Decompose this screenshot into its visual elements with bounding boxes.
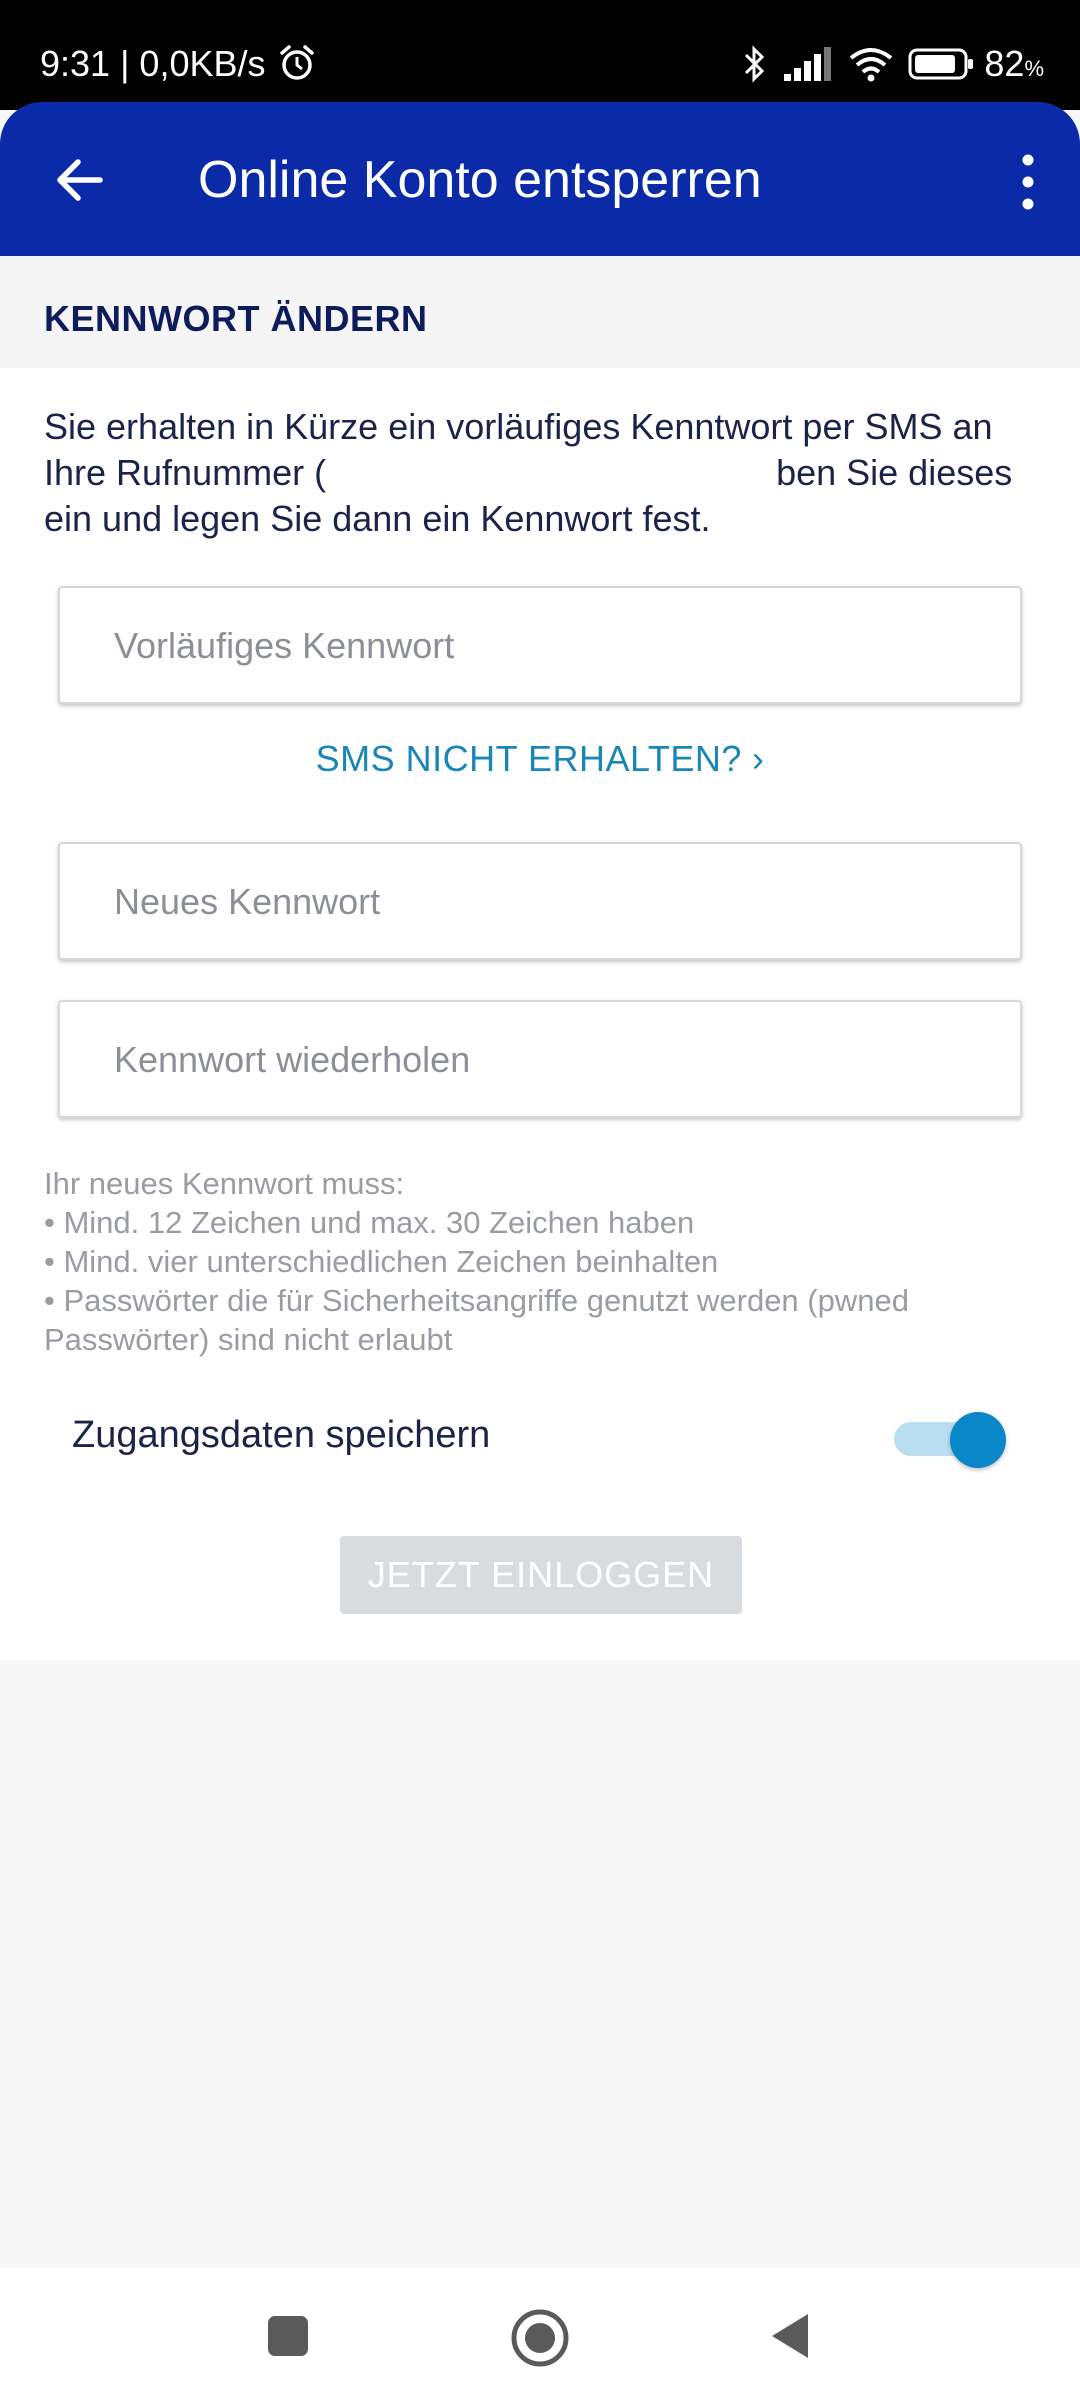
status-time: 9:31 | 0,0KB/s — [40, 43, 266, 84]
status-bar — [0, 0, 1080, 110]
rule-item: • Passwörter die für Sicherheitsangriffe genutzt werden (pwned Passwörter) sind nicht erlaubt — [44, 1283, 909, 1357]
chevron-right-icon: › — [751, 738, 765, 779]
signal-icon — [782, 46, 834, 82]
rules-heading: Ihr neues Kennwort muss: — [44, 1166, 405, 1201]
back-triangle-icon[interactable] — [770, 2312, 810, 2360]
new-password-field[interactable] — [58, 842, 1022, 960]
rule-item: • Mind. 12 Zeichen und max. 30 Zeichen haben — [44, 1205, 695, 1240]
redacted-phone-number — [326, 460, 776, 490]
battery-percent: 82% — [984, 43, 1044, 84]
temp-password-input[interactable] — [114, 616, 974, 676]
wifi-icon — [848, 46, 894, 82]
status-icons — [728, 40, 1044, 88]
remember-credentials-label: Zugangsdaten speichern — [72, 1414, 491, 1456]
recents-square-icon[interactable] — [266, 2314, 310, 2358]
arrow-left-icon[interactable] — [52, 154, 104, 206]
login-button[interactable]: JETZT EINLOGGEN — [340, 1536, 742, 1614]
temp-password-field[interactable] — [58, 586, 1022, 704]
new-password-input[interactable] — [114, 872, 974, 932]
remember-credentials-row — [72, 1396, 1012, 1476]
home-circle-icon[interactable] — [510, 2308, 570, 2368]
repeat-password-field[interactable] — [58, 1000, 1022, 1118]
battery-icon — [908, 47, 974, 81]
intro-text: Sie erhalten in Kürze ein vorläufiges Kenntwort per SMS an Ihre Rufnummer ( ben Sie dieses ein und legen Sie dann ein Kennwort fest. — [44, 406, 1013, 539]
alarm-icon — [278, 44, 316, 82]
app-bar — [0, 102, 1080, 256]
form-card — [0, 368, 1080, 1660]
page-title: Online Konto entsperren — [198, 151, 762, 209]
sms-not-received-link[interactable]: SMS NICHT ERHALTEN? › — [315, 738, 765, 779]
section-title: KENNWORT ÄNDERN — [44, 298, 428, 339]
rule-item: • Mind. vier unterschiedlichen Zeichen beinhalten — [44, 1244, 719, 1279]
password-rules — [44, 1164, 1044, 1359]
remember-credentials-toggle[interactable] — [894, 1412, 1000, 1460]
more-vert-icon[interactable] — [1016, 152, 1040, 212]
system-nav-bar — [0, 2268, 1080, 2400]
repeat-password-input[interactable] — [114, 1030, 974, 1090]
toggle-knob — [950, 1412, 1006, 1468]
section-header — [0, 256, 1080, 368]
bluetooth-icon — [742, 44, 768, 84]
